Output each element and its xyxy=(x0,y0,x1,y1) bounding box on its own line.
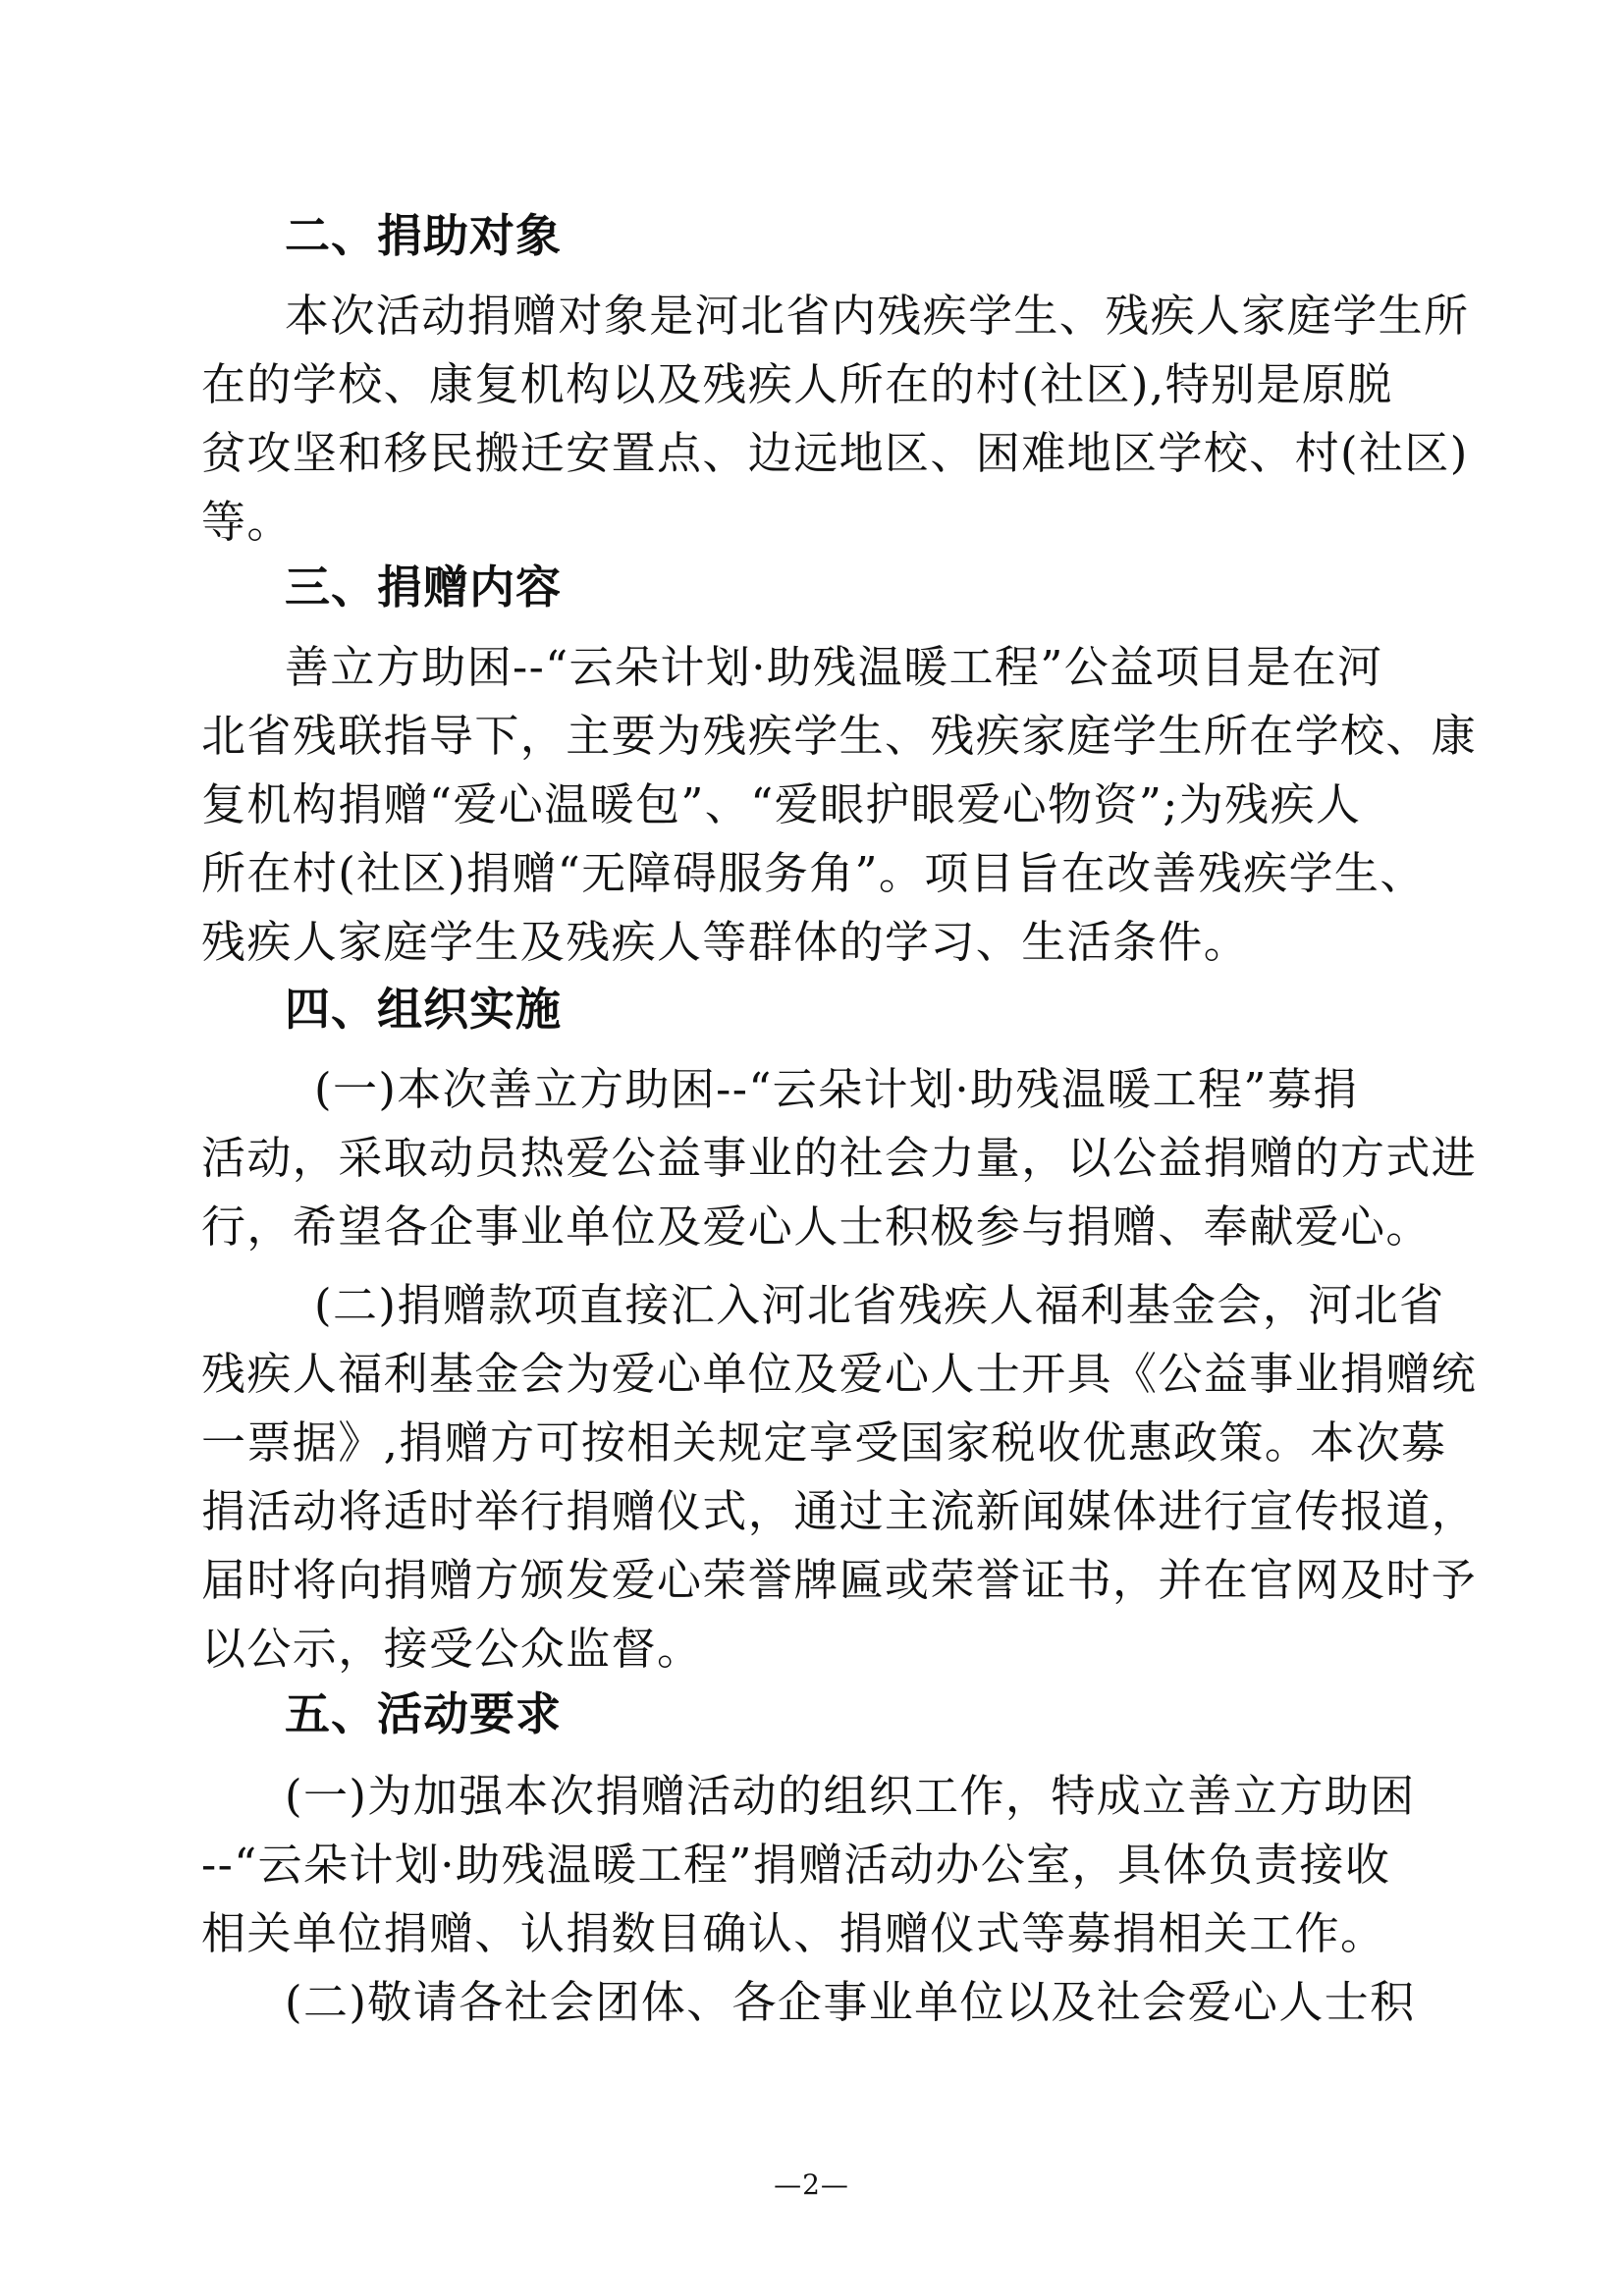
paragraph-line: --“云朵计划·助残温暖工程”捐赠活动办公室，具体负责接收 xyxy=(201,1839,1391,1891)
paragraph-line: 以公示，接受公众监督。 xyxy=(201,1623,703,1675)
paragraph-line: 残疾人家庭学生及残疾人等群体的学习、生活条件。 xyxy=(201,916,1250,968)
paragraph-line: 活动，采取动员热爱公益事业的社会力量，以公益捐赠的方式进 xyxy=(201,1132,1478,1184)
paragraph-line: 届时将向捐赠方颁发爱心荣誉牌匾或荣誉证书，并在官网及时予 xyxy=(201,1554,1478,1606)
page-number: —2— xyxy=(774,2168,849,2201)
paragraph-line: 残疾人福利基金会为爱心单位及爱心人士开具《公益事业捐赠统 xyxy=(201,1348,1478,1400)
paragraph-line: 北省残联指导下，主要为残疾学生、残疾家庭学生所在学校、康 xyxy=(201,710,1478,762)
paragraph-line: 捐活动将适时举行捐赠仪式，通过主流新闻媒体进行宣传报道， xyxy=(201,1485,1478,1537)
paragraph-line: 行，希望各企事业单位及爱心人士积极参与捐赠、奉献爱心。 xyxy=(201,1201,1432,1253)
section-heading-implementation: 四、组织实施 xyxy=(285,983,562,1036)
section-heading-requirements: 五、活动要求 xyxy=(285,1687,562,1740)
paragraph-line: 相关单位捐赠、认捐数目确认、捐赠仪式等募捐相关工作。 xyxy=(201,1907,1386,1959)
paragraph-line: 在的学校、康复机构以及残疾人所在的村(社区),特别是原脱 xyxy=(201,358,1393,410)
paragraph-line: (二)敬请各社会团体、各企事业单位以及社会爱心人士积 xyxy=(285,1976,1416,2028)
paragraph-line: (二)捐赠款项直接汇入河北省残疾人福利基金会，河北省 xyxy=(314,1279,1445,1331)
paragraph-line: 一票据》,捐赠方可按相关规定享受国家税收优惠政策。本次募 xyxy=(201,1416,1447,1468)
paragraph-line: (一)为加强本次捐赠活动的组织工作，特成立善立方助困 xyxy=(285,1770,1416,1822)
section-heading-donation-content: 三、捐赠内容 xyxy=(285,561,562,614)
paragraph-line: 所在村(社区)捐赠“无障碍服务角”。项目旨在改善残疾学生、 xyxy=(201,847,1426,899)
paragraph-line: (一)本次善立方助困--“云朵计划·助残温暖工程”募捐 xyxy=(314,1063,1359,1115)
paragraph-line: 等。 xyxy=(201,496,293,548)
section-heading-beneficiaries: 二、捐助对象 xyxy=(285,209,562,262)
paragraph-line: 贫攻坚和移民搬迁安置点、边远地区、困难地区学校、村(社区) xyxy=(201,427,1469,479)
paragraph-line: 善立方助困--“云朵计划·助残温暖工程”公益项目是在河 xyxy=(285,641,1383,693)
paragraph-line: 复机构捐赠“爱心温暖包”、“爱眼护眼爱心物资”;为残疾人 xyxy=(201,778,1362,830)
paragraph-line: 本次活动捐赠对象是河北省内残疾学生、残疾人家庭学生所 xyxy=(285,290,1470,342)
